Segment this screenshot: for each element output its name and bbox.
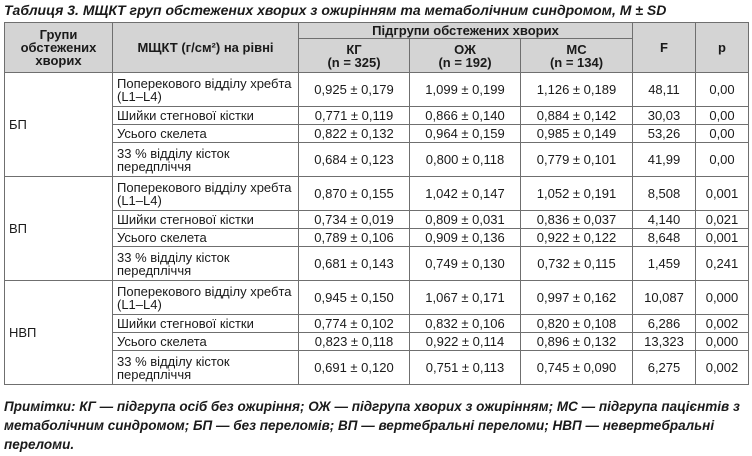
table-row xyxy=(5,177,749,211)
cell-kg: 0,925 ± 0,179 xyxy=(299,73,410,107)
row-label: 33 % відділу кісток передпліччя xyxy=(113,247,299,281)
cell-oj: 0,809 ± 0,031 xyxy=(410,211,521,229)
cell-ms: 0,896 ± 0,132 xyxy=(521,333,633,351)
cell-p: 0,00 xyxy=(696,107,749,125)
cell-ms: 0,985 ± 0,149 xyxy=(521,125,633,143)
header-f: F xyxy=(633,23,696,73)
row-label: Поперекового відділу хребта (L1–L4) xyxy=(113,281,299,315)
table-row xyxy=(5,211,749,229)
cell-f: 53,26 xyxy=(633,125,696,143)
cell-f: 30,03 xyxy=(633,107,696,125)
cell-oj: 0,832 ± 0,106 xyxy=(410,315,521,333)
cell-p: 0,002 xyxy=(696,351,749,385)
row-label: Поперекового відділу хребта (L1–L4) xyxy=(113,73,299,107)
cell-p: 0,000 xyxy=(696,281,749,315)
cell-kg: 0,822 ± 0,132 xyxy=(299,125,410,143)
cell-p: 0,001 xyxy=(696,229,749,247)
cell-ms: 0,884 ± 0,142 xyxy=(521,107,633,125)
cell-kg: 0,681 ± 0,143 xyxy=(299,247,410,281)
cell-kg: 0,870 ± 0,155 xyxy=(299,177,410,211)
row-label: 33 % відділу кісток передпліччя xyxy=(113,143,299,177)
cell-p: 0,001 xyxy=(696,177,749,211)
cell-ms: 0,732 ± 0,115 xyxy=(521,247,633,281)
cell-p: 0,00 xyxy=(696,143,749,177)
cell-p: 0,002 xyxy=(696,315,749,333)
cell-kg: 0,734 ± 0,019 xyxy=(299,211,410,229)
cell-f: 8,508 xyxy=(633,177,696,211)
table-row xyxy=(5,143,749,177)
cell-oj: 1,042 ± 0,147 xyxy=(410,177,521,211)
cell-kg: 0,789 ± 0,106 xyxy=(299,229,410,247)
cell-ms: 0,922 ± 0,122 xyxy=(521,229,633,247)
table-row xyxy=(5,315,749,333)
table-row xyxy=(5,107,749,125)
table-title: Таблиця 3. МЩКТ груп обстежених хворих з ожирінням та метаболічним синдромом, M ± SD xyxy=(4,2,667,18)
header-subgroups: Підгрупи обстежених хворих xyxy=(299,23,633,39)
table-body xyxy=(5,73,749,385)
header-bmd: МЩКТ (г/см²) на рівні xyxy=(113,23,299,73)
group-label: ВП xyxy=(5,177,113,281)
cell-oj: 0,800 ± 0,118 xyxy=(410,143,521,177)
cell-p: 0,021 xyxy=(696,211,749,229)
row-label: Шийки стегнової кістки xyxy=(113,315,299,333)
cell-oj: 0,751 ± 0,113 xyxy=(410,351,521,385)
table-row xyxy=(5,73,749,107)
row-label: Усього скелета xyxy=(113,125,299,143)
cell-f: 6,286 xyxy=(633,315,696,333)
cell-kg: 0,684 ± 0,123 xyxy=(299,143,410,177)
row-label: 33 % відділу кісток передпліччя xyxy=(113,351,299,385)
row-label: Шийки стегнової кістки xyxy=(113,211,299,229)
cell-kg: 0,823 ± 0,118 xyxy=(299,333,410,351)
header-groups: Групи обстежених хворих xyxy=(5,23,113,73)
cell-kg: 0,771 ± 0,119 xyxy=(299,107,410,125)
row-label: Усього скелета xyxy=(113,333,299,351)
cell-ms: 0,779 ± 0,101 xyxy=(521,143,633,177)
cell-f: 6,275 xyxy=(633,351,696,385)
header-kg: КГ (n = 325) xyxy=(299,39,410,73)
cell-oj: 0,866 ± 0,140 xyxy=(410,107,521,125)
bmd-table xyxy=(4,22,749,385)
cell-oj: 0,964 ± 0,159 xyxy=(410,125,521,143)
table-row xyxy=(5,333,749,351)
table-row xyxy=(5,229,749,247)
group-label: БП xyxy=(5,73,113,177)
cell-ms: 0,997 ± 0,162 xyxy=(521,281,633,315)
table-notes: Примітки: КГ — підгрупа осіб без ожиріння; ОЖ — підгрупа хворих з ожирінням; МС — підгрупа пацієнтів з метаболічним синдромом; БП — без переломів; ВП — вертебральні переломи; НВП — невертебральні переломи. xyxy=(4,399,740,452)
cell-f: 41,99 xyxy=(633,143,696,177)
cell-p: 0,00 xyxy=(696,125,749,143)
cell-f: 48,11 xyxy=(633,73,696,107)
group-label: НВП xyxy=(5,281,113,385)
header-ms: МС (n = 134) xyxy=(521,39,633,73)
cell-p: 0,00 xyxy=(696,73,749,107)
cell-ms: 0,836 ± 0,037 xyxy=(521,211,633,229)
table-row xyxy=(5,281,749,315)
cell-oj: 1,099 ± 0,199 xyxy=(410,73,521,107)
cell-f: 10,087 xyxy=(633,281,696,315)
cell-f: 13,323 xyxy=(633,333,696,351)
cell-ms: 1,126 ± 0,189 xyxy=(521,73,633,107)
cell-f: 1,459 xyxy=(633,247,696,281)
cell-p: 0,000 xyxy=(696,333,749,351)
row-label: Усього скелета xyxy=(113,229,299,247)
cell-f: 8,648 xyxy=(633,229,696,247)
cell-oj: 0,922 ± 0,114 xyxy=(410,333,521,351)
table-row xyxy=(5,125,749,143)
row-label: Поперекового відділу хребта (L1–L4) xyxy=(113,177,299,211)
cell-p: 0,241 xyxy=(696,247,749,281)
header-oj: ОЖ (n = 192) xyxy=(410,39,521,73)
header-p: p xyxy=(696,23,749,73)
table-row xyxy=(5,351,749,385)
row-label: Шийки стегнової кістки xyxy=(113,107,299,125)
cell-ms: 0,745 ± 0,090 xyxy=(521,351,633,385)
cell-oj: 0,909 ± 0,136 xyxy=(410,229,521,247)
cell-ms: 0,820 ± 0,108 xyxy=(521,315,633,333)
cell-oj: 0,749 ± 0,130 xyxy=(410,247,521,281)
cell-kg: 0,691 ± 0,120 xyxy=(299,351,410,385)
cell-ms: 1,052 ± 0,191 xyxy=(521,177,633,211)
cell-oj: 1,067 ± 0,171 xyxy=(410,281,521,315)
cell-kg: 0,945 ± 0,150 xyxy=(299,281,410,315)
table-row xyxy=(5,247,749,281)
cell-kg: 0,774 ± 0,102 xyxy=(299,315,410,333)
cell-f: 4,140 xyxy=(633,211,696,229)
